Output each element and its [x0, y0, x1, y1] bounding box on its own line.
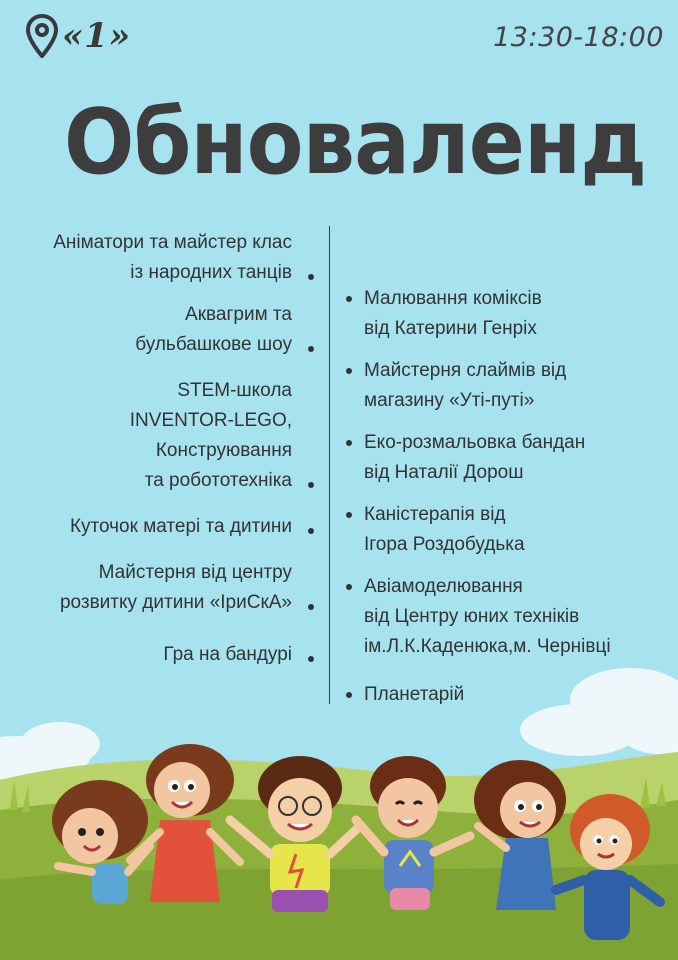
- list-item: [4, 558, 314, 618]
- location-label: [26, 14, 131, 58]
- bullet-icon: [308, 346, 314, 352]
- event-time: 13:30-18:00: [493, 22, 664, 53]
- list-item: [346, 356, 676, 416]
- list-item-text: Аніматори та майстер клас із народних танців: [53, 232, 292, 283]
- list-item-text: Каністерапія від Ігора Роздобудька: [364, 504, 525, 555]
- bullet-icon: [308, 528, 314, 534]
- list-item: [4, 512, 314, 542]
- list-item-text: Авіамоделювання від Центру юних техніків ім.Л.К.Каденюка,м. Чернівці: [364, 576, 611, 657]
- bullet-icon: [346, 368, 352, 374]
- bullet-icon: [308, 604, 314, 610]
- list-item: [346, 500, 676, 560]
- bullet-icon: [346, 512, 352, 518]
- list-item: [346, 284, 676, 344]
- bullet-icon: [346, 584, 352, 590]
- list-item-text: Гра на бандурі: [163, 644, 292, 665]
- column-divider: [329, 226, 330, 704]
- left-activities-list: [4, 228, 314, 670]
- list-item-text: Майстерня від центру розвитку дитини «ІриСкА»: [59, 562, 292, 613]
- event-title: Обноваленд: [64, 90, 647, 195]
- kids-illustration: [0, 640, 678, 960]
- bullet-icon: [346, 440, 352, 446]
- list-item: [4, 300, 314, 360]
- bullet-icon: [346, 296, 352, 302]
- bullet-icon: [308, 482, 314, 488]
- list-item: [4, 376, 314, 496]
- list-item-text: Малювання коміксів від Катерини Генріх: [364, 288, 542, 339]
- list-item-text: Майстерня слаймів від магазину «Уті-путі»: [364, 360, 567, 411]
- list-item: [4, 228, 314, 288]
- list-item-text: STEM-школа INVENTOR-LEGO, Конструювання та робототехніка: [129, 380, 292, 491]
- location-text: «1»: [62, 16, 132, 56]
- list-item-text: Планетарій: [364, 684, 465, 705]
- cloud-right: [520, 668, 678, 756]
- list-item-text: Куточок матері та дитини: [69, 516, 292, 537]
- list-item: [346, 428, 676, 488]
- list-item-text: Аквагрим та бульбашкове шоу: [135, 304, 292, 355]
- bullet-icon: [308, 274, 314, 280]
- list-item-text: Еко-розмальовка бандан від Наталії Дорош: [364, 432, 586, 483]
- location-pin-icon: [26, 14, 58, 58]
